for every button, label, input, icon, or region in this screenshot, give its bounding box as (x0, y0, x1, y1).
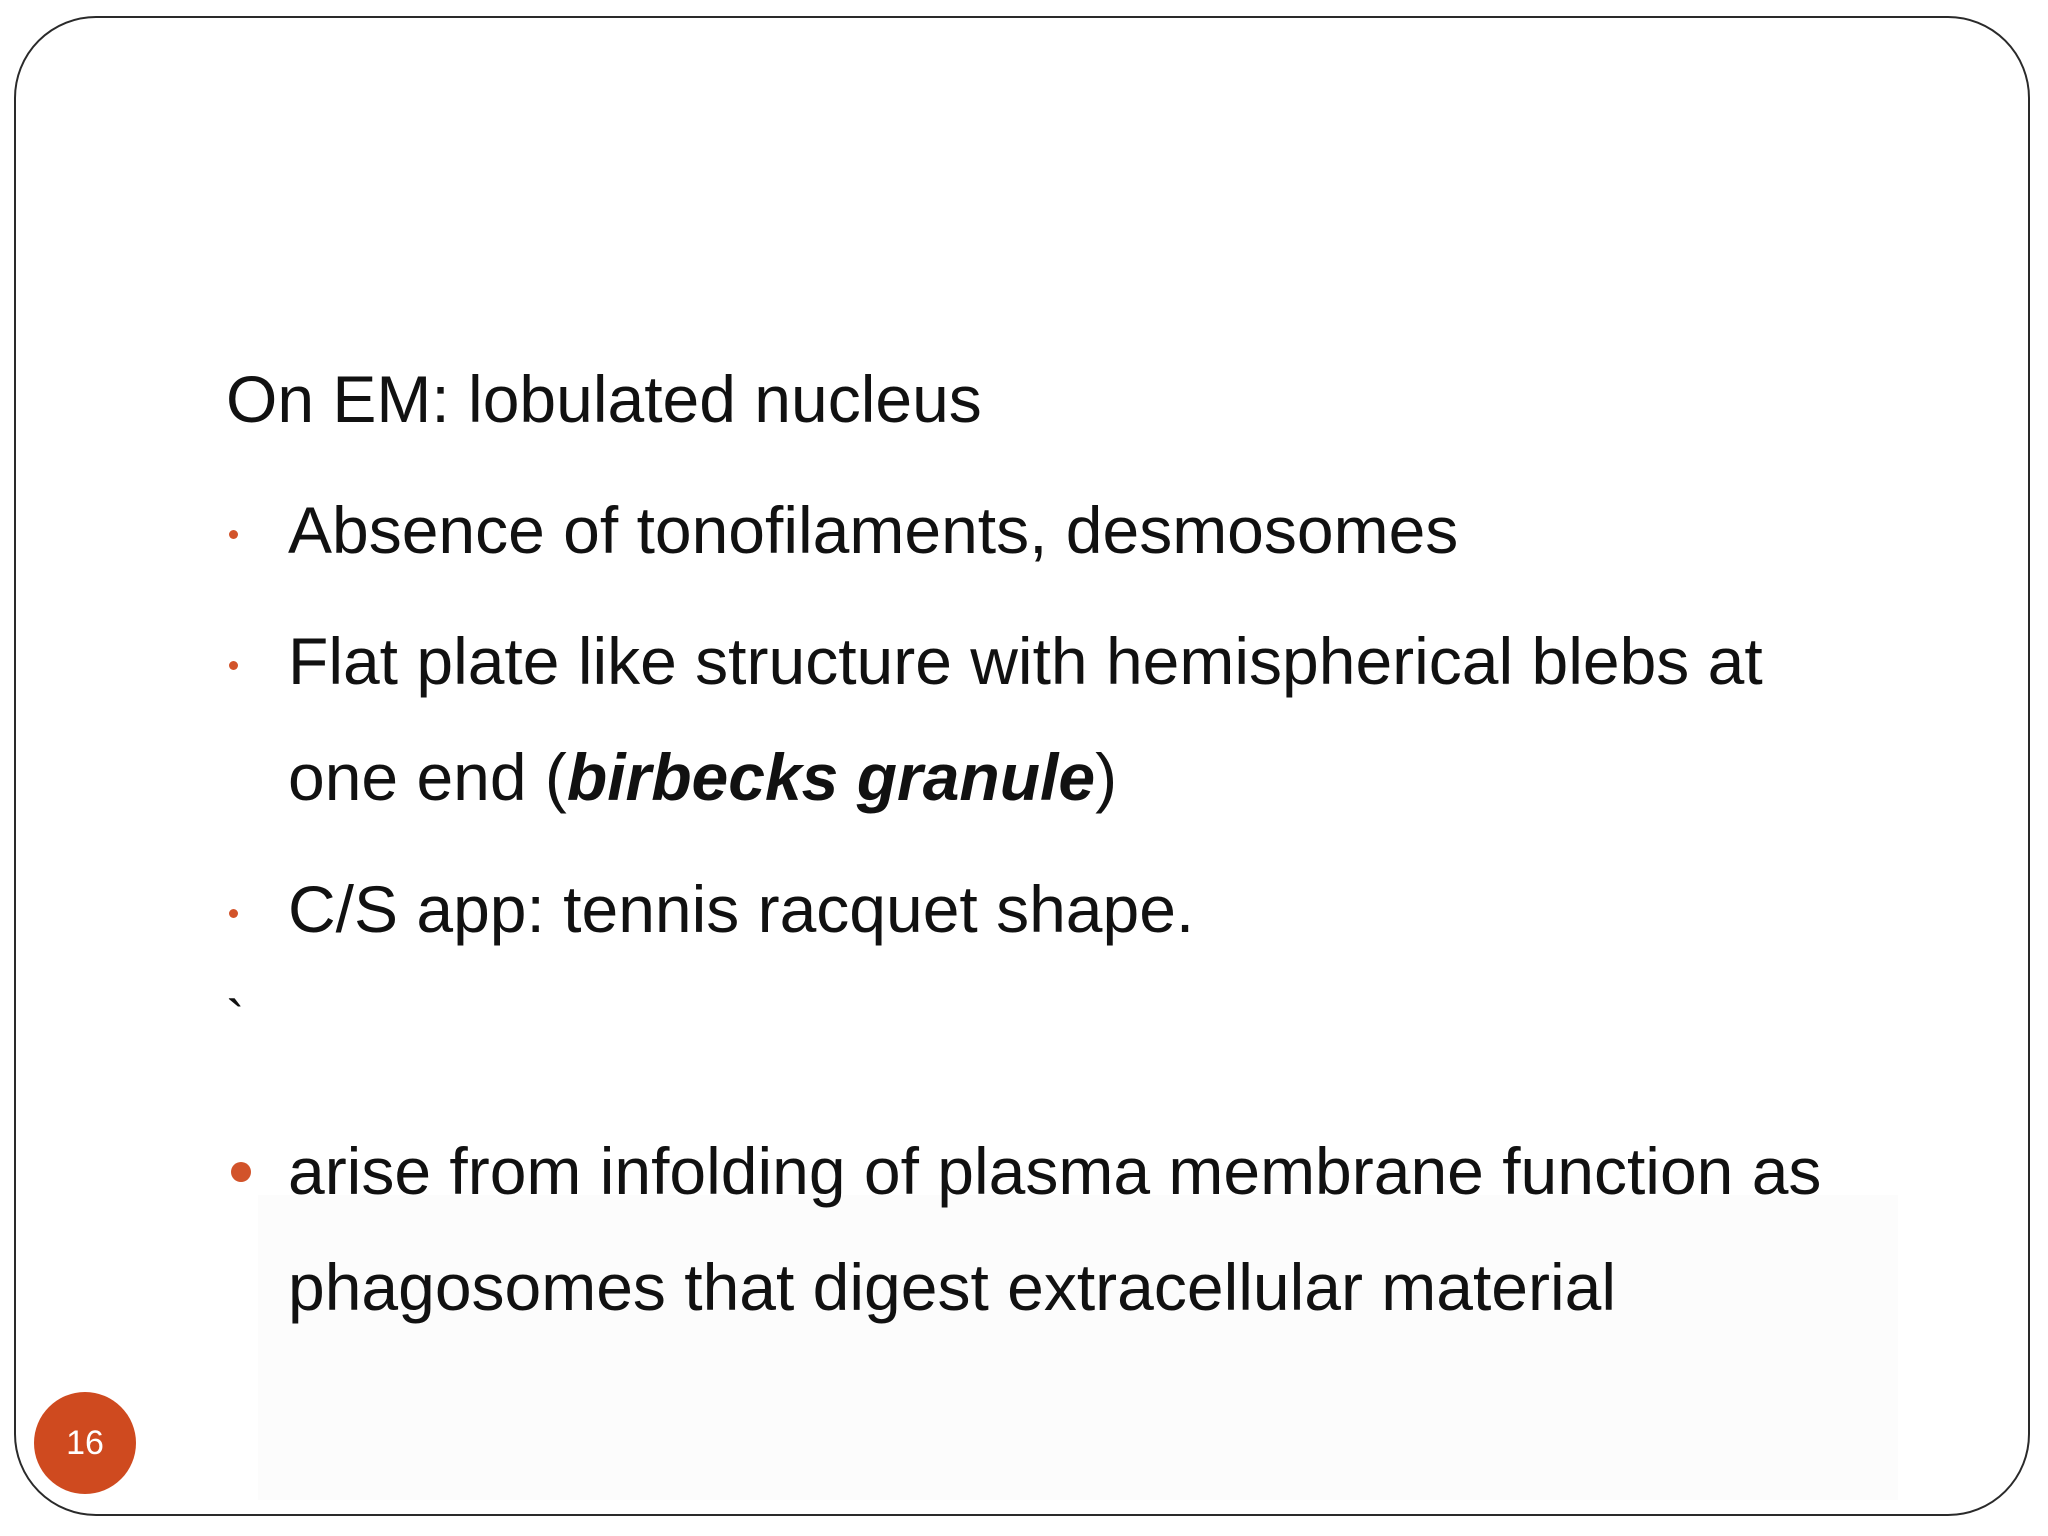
bullet-cs-app: C/S app: tennis racquet shape. (288, 872, 1195, 946)
bullet-arise-from-infolding-line1: arise from infolding of plasma membrane function as (288, 1134, 1822, 1208)
bullet-flat-plate-line2 (288, 718, 1117, 836)
bullet-dot-icon (229, 530, 238, 539)
stray-backtick: ` (226, 988, 245, 1051)
bullet-flat-plate-prefix: one end ( (288, 740, 567, 814)
slide-heading: On EM: lobulated nucleus (226, 362, 982, 436)
large-bullet-dot-icon (231, 1162, 251, 1182)
bullet-flat-plate-suffix: ) (1095, 740, 1118, 814)
page-number-badge: 16 (34, 1392, 136, 1494)
bullet-flat-plate-line1: Flat plate like structure with hemispherical blebs at (288, 624, 1763, 698)
birbecks-granule-emphasis: birbecks granule (566, 740, 1096, 814)
bullet-dot-icon (229, 661, 238, 670)
bullet-absence-of-tonofilaments: Absence of tonofilaments, desmosomes (288, 493, 1459, 567)
bullet-arise-from-infolding-line2: phagosomes that digest extracellular material (288, 1250, 1617, 1324)
bullet-dot-icon (229, 909, 238, 918)
